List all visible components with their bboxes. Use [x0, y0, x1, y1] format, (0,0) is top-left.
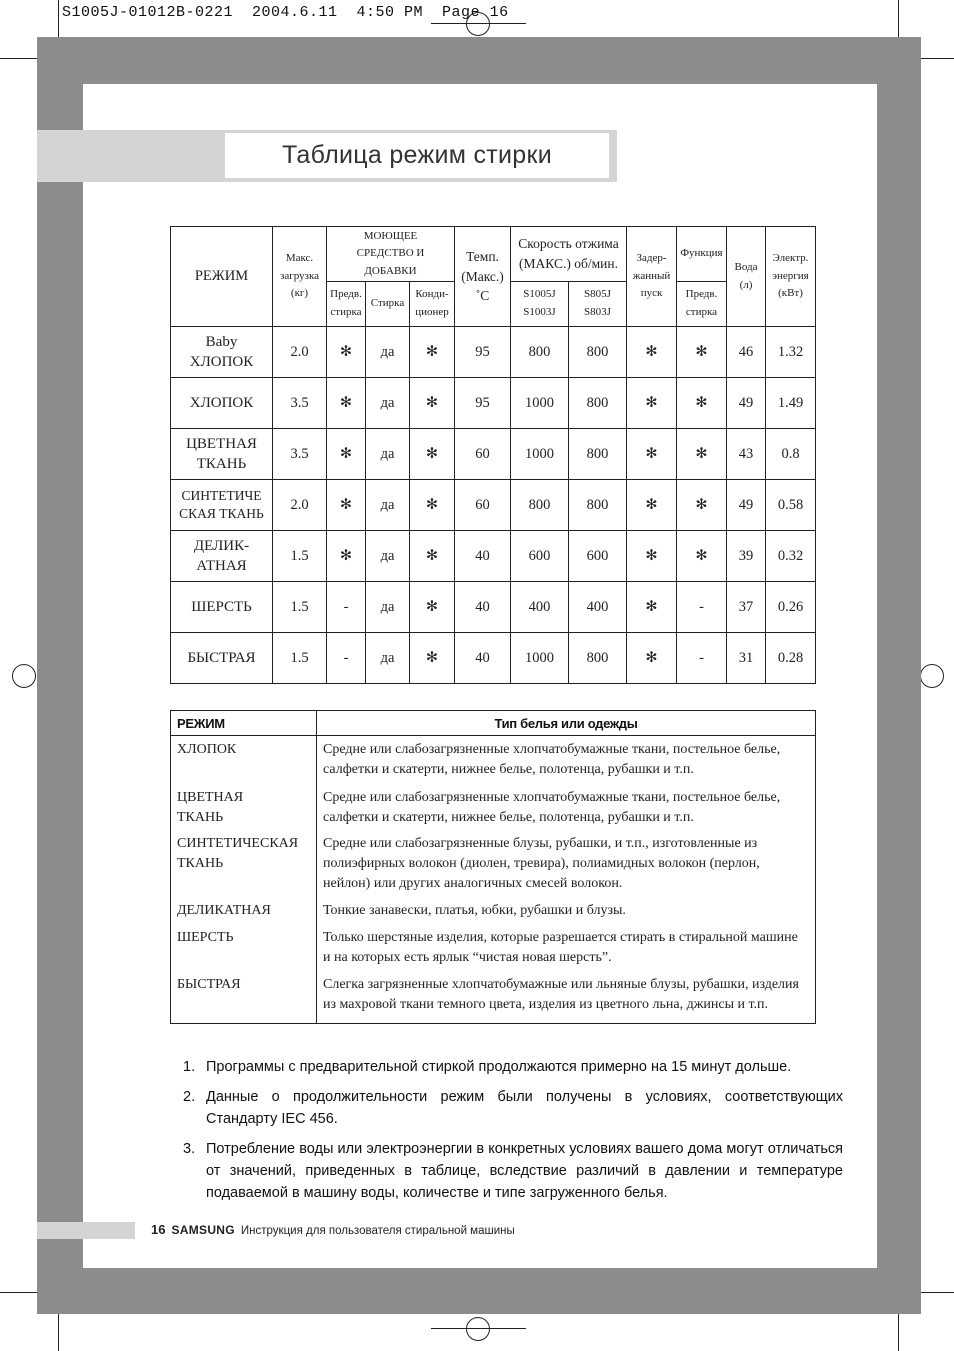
row-temp: 95: [455, 327, 511, 378]
row-delay: ✻: [627, 633, 677, 684]
row-spin-b: 800: [569, 480, 627, 531]
header-spin-model-b: S805J S803J: [569, 282, 627, 327]
table-row: [171, 378, 816, 429]
row-spin-b: 800: [569, 633, 627, 684]
row-water: 49: [727, 480, 766, 531]
desc-mode: БЫСТРАЯ: [171, 973, 317, 1024]
list-item: [183, 1086, 843, 1130]
desc-row: [171, 786, 816, 832]
row-wash: да: [366, 531, 410, 582]
row-energy: 0.8: [766, 429, 816, 480]
row-mode: ШЕРСТЬ: [171, 582, 273, 633]
row-mode: ЦВЕТНАЯ ТКАНЬ: [171, 429, 273, 480]
row-spin-a: 800: [511, 480, 569, 531]
row-wash: да: [366, 480, 410, 531]
header-energy: Электр. энергия (кВт): [766, 227, 816, 327]
note-text: Данные о продолжительности режим были получены в условиях, соответствующих Стандарту IEC 456.: [206, 1089, 843, 1127]
row-function: -: [677, 582, 727, 633]
row-conditioner: ✻: [410, 327, 455, 378]
crop-mark: [918, 58, 954, 59]
row-spin-a: 1000: [511, 378, 569, 429]
row-function: ✻: [677, 531, 727, 582]
desc-row: [171, 899, 816, 926]
row-delay: ✻: [627, 480, 677, 531]
row-energy: 1.32: [766, 327, 816, 378]
desc-row: [171, 926, 816, 973]
row-temp: 40: [455, 531, 511, 582]
row-mode: БЫСТРАЯ: [171, 633, 273, 684]
note-text: Программы с предварительной стиркой продолжаются примерно на 15 минут дольше.: [206, 1059, 792, 1075]
row-energy: 0.58: [766, 480, 816, 531]
row-water: 39: [727, 531, 766, 582]
row-prewash: ✻: [327, 378, 366, 429]
list-item: [183, 1056, 843, 1078]
desc-header-type: Тип белья или одежды: [317, 711, 816, 736]
row-wash: да: [366, 429, 410, 480]
table-row: [171, 633, 816, 684]
desc-row: [171, 832, 816, 899]
row-load: 2.0: [273, 480, 327, 531]
wash-program-table: [170, 226, 816, 684]
desc-text: Средне или слабозагрязненные хлопчатобумажные ткани, постельное белье, салфетки и скатерти, нижнее белье, полотенца, рубашки и т.п.: [317, 786, 816, 832]
row-spin-a: 400: [511, 582, 569, 633]
row-temp: 60: [455, 480, 511, 531]
row-spin-a: 600: [511, 531, 569, 582]
header-delay: Задер- жанный пуск: [627, 227, 677, 327]
row-spin-b: 800: [569, 378, 627, 429]
row-prewash: ✻: [327, 327, 366, 378]
header-detergent: МОЮЩЕЕ СРЕДСТВО И ДОБАВКИ: [327, 227, 455, 282]
registration-mark-icon: [920, 664, 944, 688]
row-temp: 95: [455, 378, 511, 429]
table-row: [171, 327, 816, 378]
row-water: 43: [727, 429, 766, 480]
header-temp: Темп. (Макс.) ˚C: [455, 227, 511, 327]
brand-logo: SAMSUNG: [171, 1223, 235, 1237]
footer-text: Инструкция для пользователя стиральной машины: [240, 1225, 515, 1237]
header-function: Функция: [677, 227, 727, 282]
row-function: ✻: [677, 429, 727, 480]
desc-text: Только шерстяные изделия, которые разрешается стирать в стиральной машине и на которых есть ярлык “чистая новая шерсть”.: [317, 926, 816, 973]
page-footer: [151, 1222, 515, 1237]
row-mode: СИНТЕТИЧЕ СКАЯ ТКАНЬ: [171, 480, 273, 531]
row-mode: ХЛОПОК: [171, 378, 273, 429]
row-energy: 0.28: [766, 633, 816, 684]
row-load: 1.5: [273, 582, 327, 633]
row-spin-b: 800: [569, 327, 627, 378]
notes-list: [183, 1056, 843, 1212]
header-prewash: Предв. стирка: [327, 282, 366, 327]
desc-mode: ДЕЛИКАТНАЯ: [171, 899, 317, 926]
row-temp: 40: [455, 633, 511, 684]
desc-text: Слегка загрязненные хлопчатобумажные или льняные блузы, рубашки, изделия из махровой ткани темного цвета, изделия из цветного льна, джинсы и т.п.: [317, 973, 816, 1024]
row-energy: 1.49: [766, 378, 816, 429]
row-prewash: ✻: [327, 429, 366, 480]
row-function: ✻: [677, 378, 727, 429]
crop-mark: [0, 1292, 38, 1293]
row-water: 37: [727, 582, 766, 633]
row-delay: ✻: [627, 327, 677, 378]
registration-mark-icon: [12, 664, 36, 688]
row-delay: ✻: [627, 429, 677, 480]
row-load: 1.5: [273, 633, 327, 684]
row-conditioner: ✻: [410, 531, 455, 582]
row-load: 3.5: [273, 429, 327, 480]
row-wash: да: [366, 633, 410, 684]
header-water: Вода (л): [727, 227, 766, 327]
list-item: [183, 1138, 843, 1204]
row-mode: Baby ХЛОПОК: [171, 327, 273, 378]
row-wash: да: [366, 582, 410, 633]
header-function-prewash: Предв. стирка: [677, 282, 727, 327]
desc-mode: ХЛОПОК: [171, 736, 317, 787]
row-delay: ✻: [627, 378, 677, 429]
row-spin-a: 1000: [511, 429, 569, 480]
row-conditioner: ✻: [410, 480, 455, 531]
page-number: 16: [151, 1222, 166, 1237]
table-row: [171, 429, 816, 480]
table-row: [171, 531, 816, 582]
desc-row: [171, 736, 816, 787]
row-load: 2.0: [273, 327, 327, 378]
desc-header-mode: РЕЖИМ: [171, 711, 317, 736]
fabric-type-table: [170, 710, 816, 1024]
row-energy: 0.32: [766, 531, 816, 582]
note-text: Потребление воды или электроэнергии в конкретных условиях вашего дома могут отличаться от значений, приведенных в таблице, вследствие различий в давлении и температуре подаваемой в машину воды, количестве и типе загруженного белья.: [206, 1141, 843, 1201]
desc-text: Тонкие занавески, платья, юбки, рубашки и блузы.: [317, 899, 816, 926]
header-wash: Стирка: [366, 282, 410, 327]
row-load: 3.5: [273, 378, 327, 429]
registration-mark-icon: [466, 1317, 490, 1341]
row-load: 1.5: [273, 531, 327, 582]
desc-row: [171, 973, 816, 1024]
note-number: 1.: [183, 1059, 196, 1075]
row-spin-b: 400: [569, 582, 627, 633]
print-header: S1005J-01012B-0221 2004.6.11 4:50 PM Page 16: [62, 4, 509, 21]
desc-mode: ЦВЕТНАЯ ТКАНЬ: [171, 786, 317, 832]
header-spin: Скорость отжима (МАКС.) об/мин.: [511, 227, 627, 282]
row-conditioner: ✻: [410, 633, 455, 684]
row-spin-a: 800: [511, 327, 569, 378]
registration-mark-icon: [466, 12, 490, 36]
note-number: 2.: [183, 1089, 196, 1105]
desc-text: Средне или слабозагрязненные хлопчатобумажные ткани, постельное белье, салфетки и скатерти, нижнее белье, полотенца, рубашки и т.п.: [317, 736, 816, 787]
row-water: 31: [727, 633, 766, 684]
row-spin-b: 600: [569, 531, 627, 582]
row-function: ✻: [677, 327, 727, 378]
row-energy: 0.26: [766, 582, 816, 633]
row-wash: да: [366, 327, 410, 378]
crop-mark: [0, 58, 38, 59]
row-water: 46: [727, 327, 766, 378]
crop-mark: [431, 1328, 526, 1329]
row-conditioner: ✻: [410, 582, 455, 633]
crop-mark: [431, 23, 526, 24]
row-temp: 40: [455, 582, 511, 633]
row-spin-b: 800: [569, 429, 627, 480]
row-temp: 60: [455, 429, 511, 480]
footer-band: [37, 1222, 135, 1239]
desc-mode: СИНТЕТИЧЕСКАЯ ТКАНЬ: [171, 832, 317, 899]
row-conditioner: ✻: [410, 378, 455, 429]
row-conditioner: ✻: [410, 429, 455, 480]
desc-mode: ШЕРСТЬ: [171, 926, 317, 973]
row-delay: ✻: [627, 582, 677, 633]
row-prewash: ✻: [327, 480, 366, 531]
page-title: Таблица режим стирки: [281, 141, 553, 169]
row-prewash: -: [327, 582, 366, 633]
row-delay: ✻: [627, 531, 677, 582]
crop-mark: [918, 1292, 954, 1293]
title-box: [225, 133, 613, 178]
header-conditioner: Конди- ционер: [410, 282, 455, 327]
desc-text: Средне или слабозагрязненные блузы, рубашки, и т.п., изготовленные из полиэфирных волокон (диолен, тревира), полиамидных волокон (перлон, нейлон) или других аналогичных смесей волокон.: [317, 832, 816, 899]
row-prewash: ✻: [327, 531, 366, 582]
header-mode: РЕЖИМ: [171, 227, 273, 327]
row-function: -: [677, 633, 727, 684]
row-function: ✻: [677, 480, 727, 531]
header-max-load: Макс. загрузка (кг): [273, 227, 327, 327]
note-number: 3.: [183, 1141, 196, 1157]
row-wash: да: [366, 378, 410, 429]
row-mode: ДЕЛИК- АТНАЯ: [171, 531, 273, 582]
row-water: 49: [727, 378, 766, 429]
row-prewash: -: [327, 633, 366, 684]
table-row: [171, 582, 816, 633]
table-row: [171, 480, 816, 531]
header-spin-model-a: S1005J S1003J: [511, 282, 569, 327]
row-spin-a: 1000: [511, 633, 569, 684]
